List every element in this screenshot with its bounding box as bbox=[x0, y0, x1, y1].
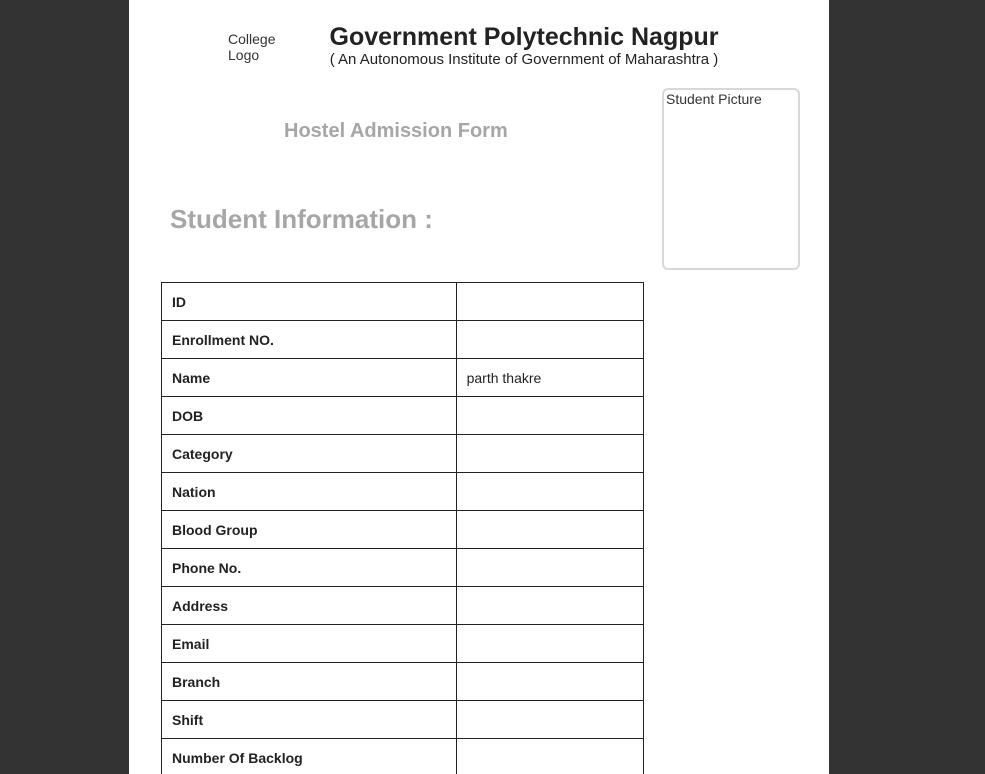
row-value bbox=[456, 473, 643, 511]
table-row bbox=[162, 663, 644, 701]
row-label: Address bbox=[162, 587, 457, 625]
student-picture-alt-text: Student Picture bbox=[666, 91, 762, 107]
row-label: Category bbox=[162, 435, 457, 473]
table-row bbox=[162, 701, 644, 739]
row-label: Branch bbox=[162, 663, 457, 701]
form-title: Hostel Admission Form bbox=[284, 120, 508, 142]
row-value bbox=[456, 511, 643, 549]
college-name: Government Polytechnic Nagpur bbox=[329, 23, 719, 51]
row-value bbox=[456, 283, 643, 321]
row-label: Name bbox=[162, 359, 457, 397]
row-label: Number Of Backlog bbox=[162, 739, 457, 774]
row-value bbox=[456, 625, 643, 663]
table-row bbox=[162, 625, 644, 663]
table-row bbox=[162, 587, 644, 625]
row-label: Enrollment NO. bbox=[162, 321, 457, 359]
table-row bbox=[162, 359, 644, 397]
table-row bbox=[162, 739, 644, 774]
row-value bbox=[456, 587, 643, 625]
table-row bbox=[162, 321, 644, 359]
college-subtitle: ( An Autonomous Institute of Government of Maharashtra ) bbox=[329, 51, 719, 68]
row-label: Email bbox=[162, 625, 457, 663]
table-row bbox=[162, 549, 644, 587]
row-value bbox=[456, 397, 643, 435]
row-value bbox=[456, 321, 643, 359]
table-row bbox=[162, 283, 644, 321]
row-value bbox=[456, 701, 643, 739]
table-row bbox=[162, 511, 644, 549]
row-value: parth thakre bbox=[456, 359, 643, 397]
row-value bbox=[456, 739, 643, 774]
document-page bbox=[129, 0, 829, 774]
row-value bbox=[456, 435, 643, 473]
row-label: Phone No. bbox=[162, 549, 457, 587]
table-row bbox=[162, 397, 644, 435]
row-value bbox=[456, 549, 643, 587]
row-value bbox=[456, 663, 643, 701]
row-label: Nation bbox=[162, 473, 457, 511]
student-info-table bbox=[161, 282, 644, 774]
row-label: DOB bbox=[162, 397, 457, 435]
row-label: Shift bbox=[162, 701, 457, 739]
table-row bbox=[162, 435, 644, 473]
student-picture bbox=[662, 88, 800, 270]
section-title: Student Information : bbox=[170, 204, 433, 234]
row-label: ID bbox=[162, 283, 457, 321]
college-logo-alt-text: College Logo bbox=[228, 31, 276, 63]
row-label: Blood Group bbox=[162, 511, 457, 549]
table-row bbox=[162, 473, 644, 511]
